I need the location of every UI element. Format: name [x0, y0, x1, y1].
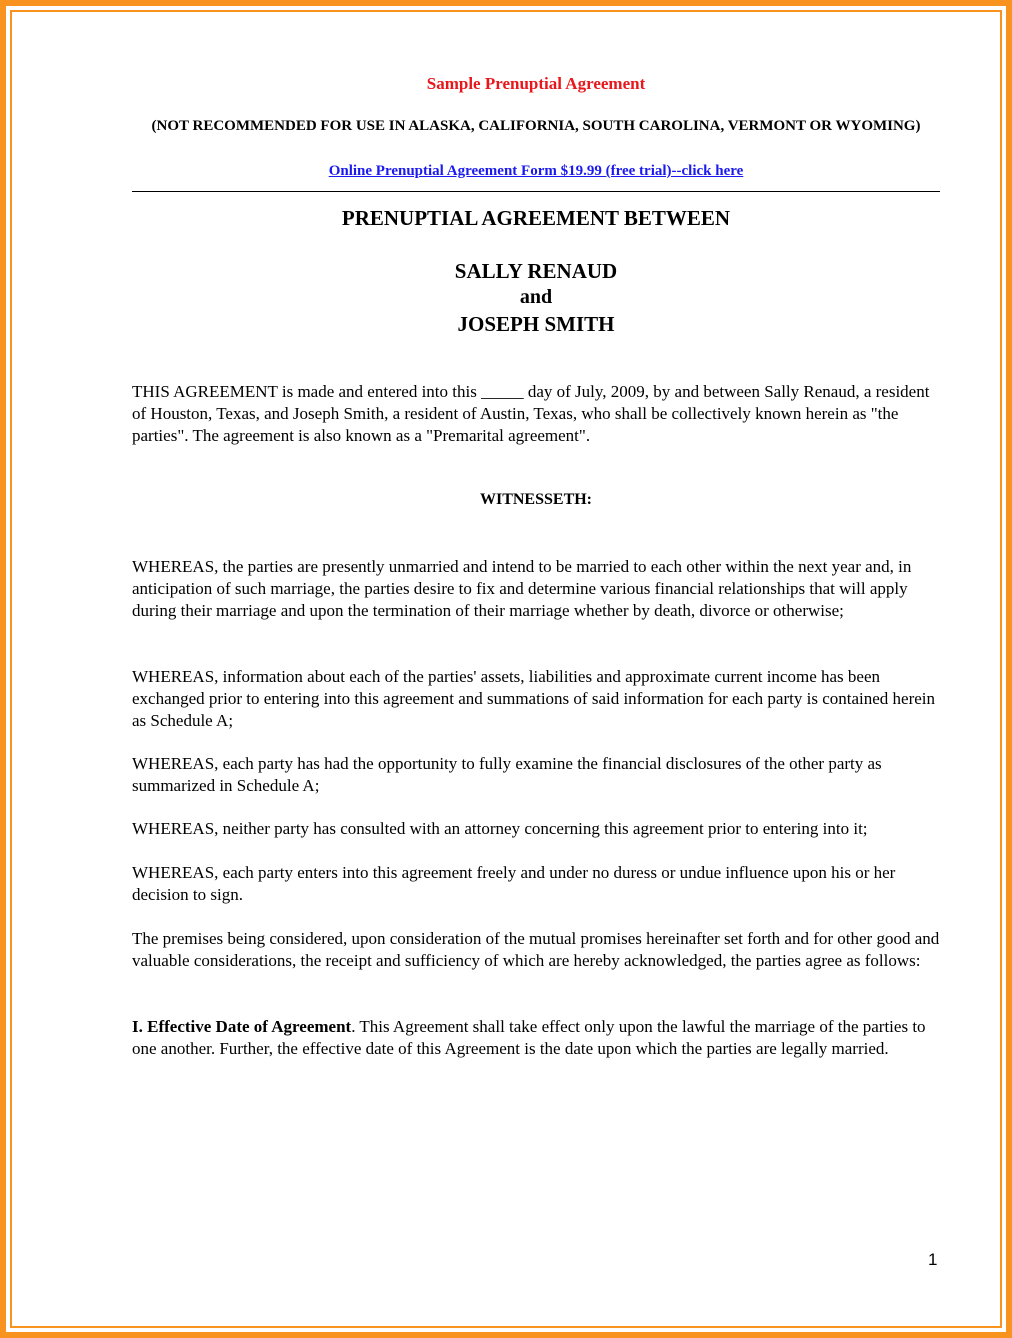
whereas-paragraph-2: WHEREAS, information about each of the parties' assets, liabilities and approximate current income has been exchanged prior to entering into this agreement and summations of said information for each party is contained herein as Schedule A;: [132, 667, 936, 730]
online-link-row: [132, 162, 940, 180]
whereas-paragraph-4: WHEREAS, neither party has consulted with an attorney concerning this agreement prior to entering into it;: [132, 819, 868, 838]
whereas-paragraph-1: WHEREAS, the parties are presently unmarried and intend to be married to each other within the next year and, in anticipation of such marriage, the parties desire to fix and determine various financial relationships that will apply during their marriage and upon the termination of their marriage whether by death, divorce or otherwise;: [132, 557, 912, 620]
intro-paragraph: THIS AGREEMENT is made and entered into this _____ day of July, 2009, by and between Sally Renaud, a resident of Houston, Texas, and Joseph Smith, a resident of Austin, Texas, who shall be collectively known herein as "the parties". The agreement is also known as a "Premarital agreement".: [132, 382, 930, 445]
whereas-paragraph-3: WHEREAS, each party has had the opportunity to fully examine the financial disclosures of the other party as summarized in Schedule A;: [132, 754, 882, 795]
horizontal-rule: [132, 191, 940, 192]
section-1-text: . This Agreement shall take effect only upon the lawful the marriage of the parties to one another. Further, the effective date of this Agreement is the date upon which the parties are legally married.: [132, 1017, 926, 1058]
section-1-title: I. Effective Date of Agreement: [132, 1017, 352, 1036]
party-one-name: SALLY RENAUD: [454, 259, 618, 283]
agreement-heading: PRENUPTIAL AGREEMENT BETWEEN: [341, 206, 731, 230]
page-number: 1: [928, 1250, 938, 1269]
not-recommended-notice: (NOT RECOMMENDED FOR USE IN ALASKA, CALIFORNIA, SOUTH CAROLINA, VERMONT OR WYOMING): [151, 118, 921, 134]
party-and: and: [519, 286, 553, 308]
sample-title: Sample Prenuptial Agreement: [426, 74, 646, 93]
whereas-paragraph-5: WHEREAS, each party enters into this agreement freely and under no duress or undue influence upon his or her decision to sign.: [132, 863, 896, 904]
section-1-paragraph: [132, 1016, 940, 1060]
witnesseth-heading: WITNESSETH:: [479, 491, 593, 508]
premises-paragraph: The premises being considered, upon consideration of the mutual promises hereinafter set forth and for other good and valuable considerations, the receipt and sufficiency of which are hereby acknowledged, the parties agree as follows:: [132, 929, 940, 970]
online-form-link[interactable]: Online Prenuptial Agreement Form $19.99 (free trial)--click here: [328, 163, 744, 179]
party-two-name: JOSEPH SMITH: [457, 312, 615, 336]
